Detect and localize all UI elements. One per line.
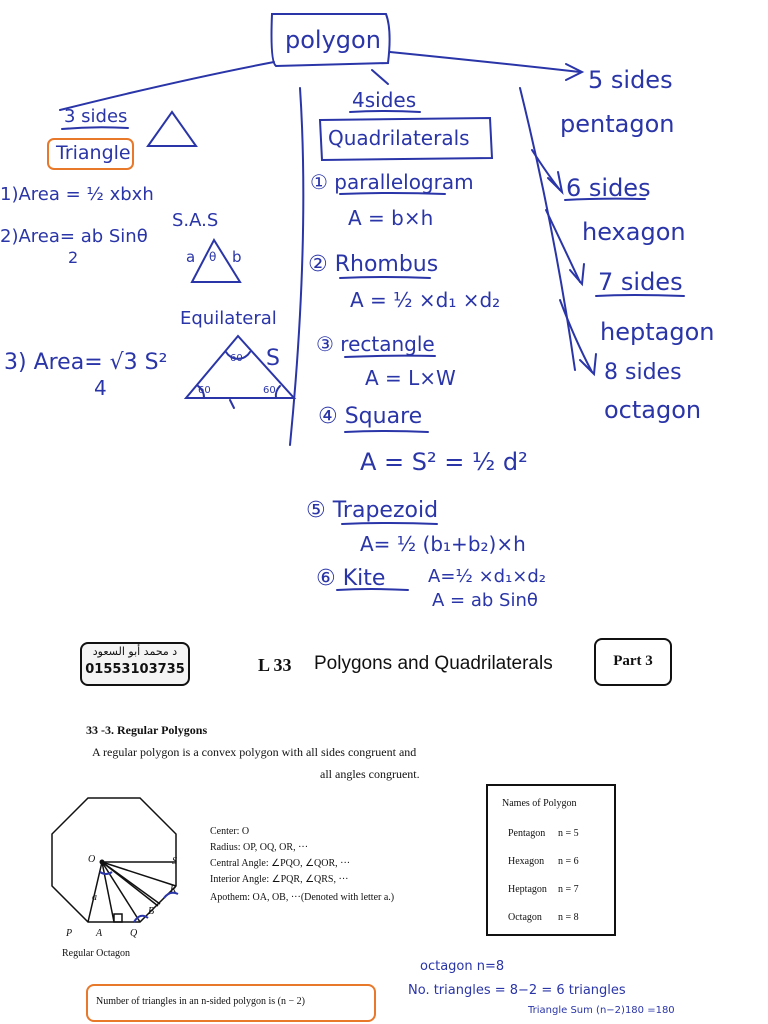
quad-formula-2: A = ½ ×d₁ ×d₂	[350, 288, 501, 312]
quad-formula-1: A = b×h	[348, 206, 434, 230]
triangles-rule-box	[86, 984, 376, 1022]
oct-label-O: O	[88, 854, 96, 865]
part-box	[594, 638, 672, 686]
prop-radius: Radius: OP, OQ, OR, ···	[210, 842, 309, 853]
triangle-area-1: 1)Area = ½ xbxh	[0, 184, 154, 205]
stamp-phone: 01553103735	[85, 662, 185, 677]
prop-central-angle: Central Angle: ∠PQO, ∠QOR, ···	[210, 858, 351, 869]
root-polygon-label: polygon	[285, 26, 381, 54]
sas-b: b	[232, 248, 242, 266]
names-row-2-n: n = 6	[558, 856, 579, 867]
oct-label-S: S	[172, 856, 177, 867]
triangle-area-3: 3) Area= √3 S²	[4, 350, 168, 375]
names-row-2-name: Hexagon	[508, 856, 545, 867]
regular-octagon-figure	[30, 794, 220, 954]
equilateral-label: Equilateral	[180, 308, 277, 329]
oct-label-P: P	[66, 928, 73, 939]
bottom-note-2: No. triangles = 8−2 = 6 triangles	[408, 983, 626, 998]
sas-label: S.A.S	[172, 210, 219, 231]
quad-item-3: ③ rectangle	[316, 332, 435, 356]
oct-label-Q: Q	[130, 928, 138, 939]
oct-label-R: R	[170, 884, 177, 895]
lesson-title: Polygons and Quadrilaterals	[314, 653, 553, 674]
quad-formula-6b: A = ab Sinθ	[432, 590, 538, 611]
definition-line-2: all angles congruent.	[320, 767, 420, 781]
quad-formula-4: A = S² = ½ d²	[360, 448, 528, 476]
oct-label-a: a	[92, 892, 97, 903]
quad-formula-3: A = L×W	[365, 366, 456, 390]
teacher-stamp	[80, 642, 190, 686]
hexagon-sides: 6 sides	[566, 174, 651, 202]
triangle-sides: 3 sides	[64, 106, 128, 127]
names-row-3-n: n = 7	[558, 884, 579, 895]
oct-label-B: B	[148, 906, 155, 917]
names-row-4-n: n = 8	[558, 912, 579, 923]
quad-item-2: ② Rhombus	[308, 252, 439, 277]
triangle-label: Triangle	[56, 142, 131, 164]
quad-formula-6a: A=½ ×d₁×d₂	[428, 566, 547, 587]
octagon-caption: Regular Octagon	[62, 948, 131, 959]
eq-side-s: S	[266, 346, 280, 371]
names-row-1-name: Pentagon	[508, 828, 546, 839]
bottom-note-1: octagon n=8	[420, 959, 505, 974]
pentagon-name: pentagon	[560, 110, 675, 138]
sas-a: a	[186, 248, 196, 266]
quad-item-5: ⑤ Trapezoid	[306, 498, 439, 523]
eq-angle-left: 60	[198, 385, 211, 396]
prop-apothem: Apothem: OA, OB, ···(Denoted with letter a.)	[210, 892, 395, 903]
bottom-note-3: Triangle Sum (n−2)180 =180	[528, 1005, 675, 1016]
names-row-4-name: Octagon	[508, 912, 542, 923]
octagon-name: octagon	[604, 396, 702, 424]
triangle-area-2: 2)Area= ab Sinθ	[0, 226, 148, 247]
names-title: Names of Polygon	[502, 798, 577, 809]
names-row-1-n: n = 5	[558, 828, 579, 839]
stamp-name: د محمد أبو السعود	[92, 645, 178, 658]
part-label: Part 3	[613, 653, 653, 669]
triangle-area-2-den: 2	[68, 248, 79, 267]
quad-formula-5: A= ½ (b₁+b₂)×h	[360, 532, 526, 556]
triangles-rule-text: Number of triangles in an n-sided polygon is (n − 2)	[96, 996, 305, 1007]
quad-sides: 4sides	[352, 88, 417, 112]
triangle-area-3-den: 4	[94, 376, 107, 400]
quad-item-6: ⑥ Kite	[316, 566, 386, 591]
oct-label-A: A	[96, 928, 103, 939]
prop-center: Center: O	[210, 826, 250, 837]
quad-item-4: ④ Square	[318, 404, 423, 429]
octagon-sides: 8 sides	[604, 360, 682, 385]
heptagon-name: heptagon	[600, 318, 715, 346]
names-row-3-name: Heptagon	[508, 884, 547, 895]
hexagon-name: hexagon	[582, 218, 686, 246]
definition-line-1: A regular polygon is a convex polygon with all sides congruent and	[92, 745, 417, 759]
pentagon-sides: 5 sides	[588, 66, 673, 94]
names-of-polygon-box	[486, 784, 616, 936]
section-heading: 33 -3. Regular Polygons	[86, 723, 208, 737]
sas-theta: θ	[209, 250, 217, 264]
eq-angle-right: 60	[263, 385, 276, 396]
heptagon-sides: 7 sides	[598, 268, 683, 296]
prop-interior-angle: Interior Angle: ∠PQR, ∠QRS, ···	[210, 874, 349, 885]
quad-item-1: ① parallelogram	[310, 170, 474, 194]
eq-angle-top: 60	[230, 353, 243, 364]
lesson-number: L 33	[258, 655, 292, 675]
quad-label: Quadrilaterals	[328, 126, 470, 150]
